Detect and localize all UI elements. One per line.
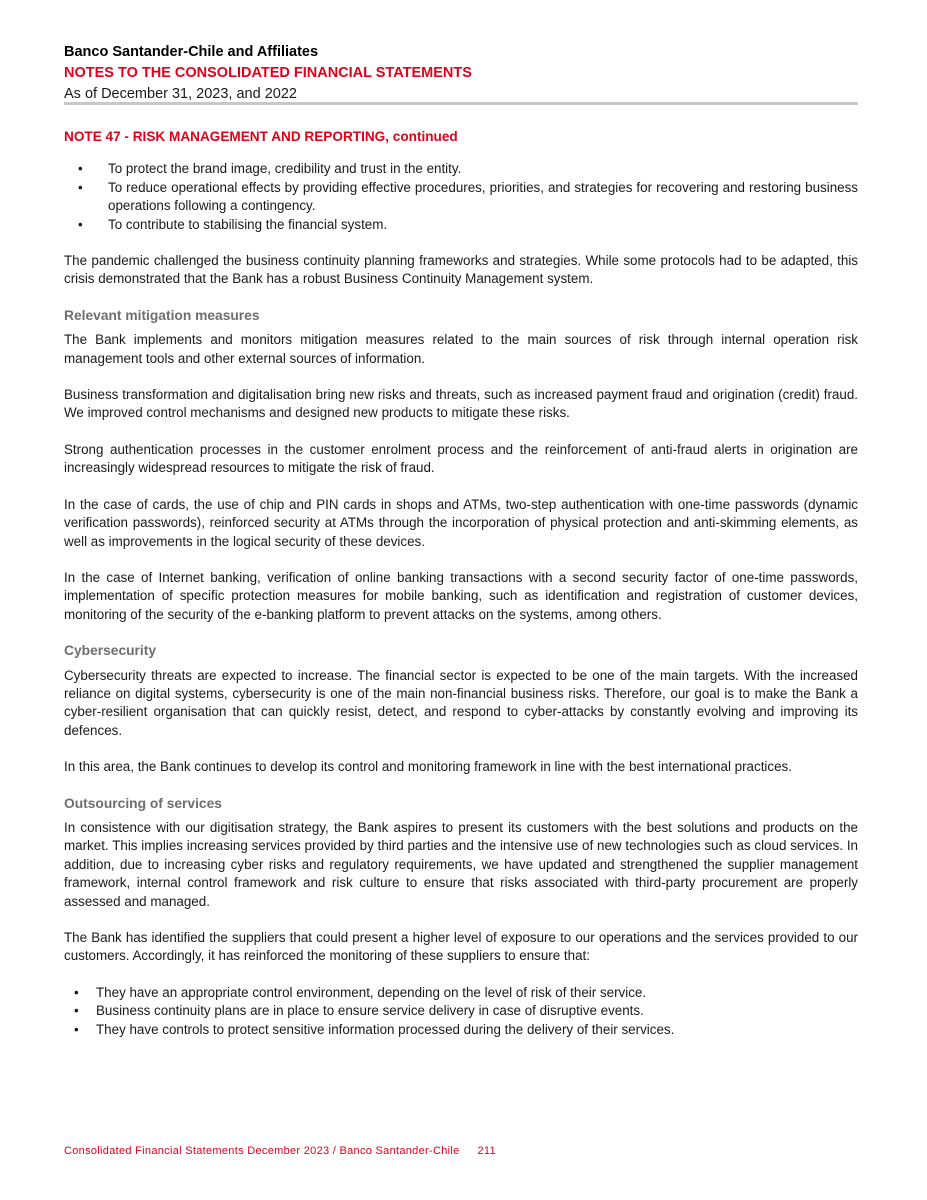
report-date: As of December 31, 2023, and 2022 — [64, 86, 297, 102]
paragraph: Cybersecurity threats are expected to increase. The financial sector is expected to be one of the main targets. With the increased reliance on digital systems, cybersecurity is one of the main non-financial business risks. Therefore, our goal is to make the Bank a cyber-resilient organisation that can quickly resist, detect, and respond to cyber-attacks by constantly evolving and improving its defences. — [64, 667, 858, 738]
page-number: 211 — [477, 1145, 496, 1157]
page-footer — [64, 1145, 496, 1157]
paragraph: In the case of cards, the use of chip and PIN cards in shops and ATMs, two-step authentication with one-time passwords (dynamic verification passwords), reinforced security at ATMs through the incorporation of physical protection and anti-skimming elements, as well as improvements in the logical security of these devices. — [64, 496, 858, 549]
paragraph: Strong authentication processes in the customer enrolment process and the reinforcement of anti-fraud alerts in origination are increasingly widespread resources to mitigate the risk of fraud. — [64, 441, 858, 476]
paragraph: The Bank has identified the suppliers that could present a higher level of exposure to our operations and the services provided to our customers. Accordingly, it has reinforced the monitoring of these suppliers to ensure that: — [64, 930, 858, 964]
paragraph: In the case of Internet banking, verification of online banking transactions with a second security factor of one-time passwords, implementation of specific protection measures for mobile banking, such as identification and registration of customer devices, monitoring of the security of the e-banking platform to prevent attacks on the systems, among others. — [64, 569, 858, 622]
list-item: • They have an appropriate control environment, depending on the level of risk of their service. — [64, 984, 858, 1002]
supplier-requirements-list — [64, 984, 858, 1039]
section-heading-cybersecurity: Cybersecurity — [64, 643, 157, 659]
paragraph: In this area, the Bank continues to develop its control and monitoring framework in line with the best international practices. — [64, 759, 792, 775]
company-name: Banco Santander-Chile and Affiliates — [64, 44, 319, 60]
list-item: • To protect the brand image, credibility and trust in the entity. — [64, 160, 858, 178]
footer-text: Consolidated Financial Statements December 2023 / Banco Santander-Chile — [64, 1145, 460, 1157]
header-divider — [64, 102, 858, 105]
page-body — [64, 128, 858, 1057]
list-item: • They have controls to protect sensitive information processed during the delivery of their services. — [64, 1021, 858, 1039]
list-item: • Business continuity plans are in place to ensure service delivery in case of disruptive events. — [64, 1002, 858, 1020]
page-header — [64, 42, 858, 105]
section-heading-outsourcing: Outsourcing of services — [64, 795, 222, 811]
paragraph: In consistence with our digitisation strategy, the Bank aspires to present its customers with the best solutions and products on the market. This implies increasing services provided by third parties and the intensive use of new technologies such as cloud services. In addition, due to increasing cyber risks and regulatory requirements, we have updated and strengthened the supplier management framework, internal control framework and risk culture to ensure that risks associated with third-party procurement are properly assessed and managed. — [64, 819, 858, 909]
note-heading: NOTE 47 - RISK MANAGEMENT AND REPORTING, continued — [64, 129, 458, 144]
list-item: • To reduce operational effects by providing effective procedures, priorities, and strategies for recovering and restoring business operations following a contingency. — [64, 179, 858, 216]
paragraph-pandemic: The pandemic challenged the business continuity planning frameworks and strategies. While some protocols had to be adapted, this crisis demonstrated that the Bank has a robust Business Continuity Management system. — [64, 253, 858, 287]
objectives-list — [64, 160, 858, 234]
paragraph: The Bank implements and monitors mitigation measures related to the main sources of risk through internal operation risk management tools and other external sources of information. — [64, 332, 858, 366]
list-item: • To contribute to stabilising the financial system. — [64, 216, 858, 234]
section-heading-mitigation: Relevant mitigation measures — [64, 307, 260, 323]
notes-title: NOTES TO THE CONSOLIDATED FINANCIAL STATEMENTS — [64, 65, 472, 81]
paragraph: Business transformation and digitalisation bring new risks and threats, such as increased payment fraud and origination (credit) fraud. We improved control mechanisms and designed new products to mitigate these risks. — [64, 387, 858, 421]
